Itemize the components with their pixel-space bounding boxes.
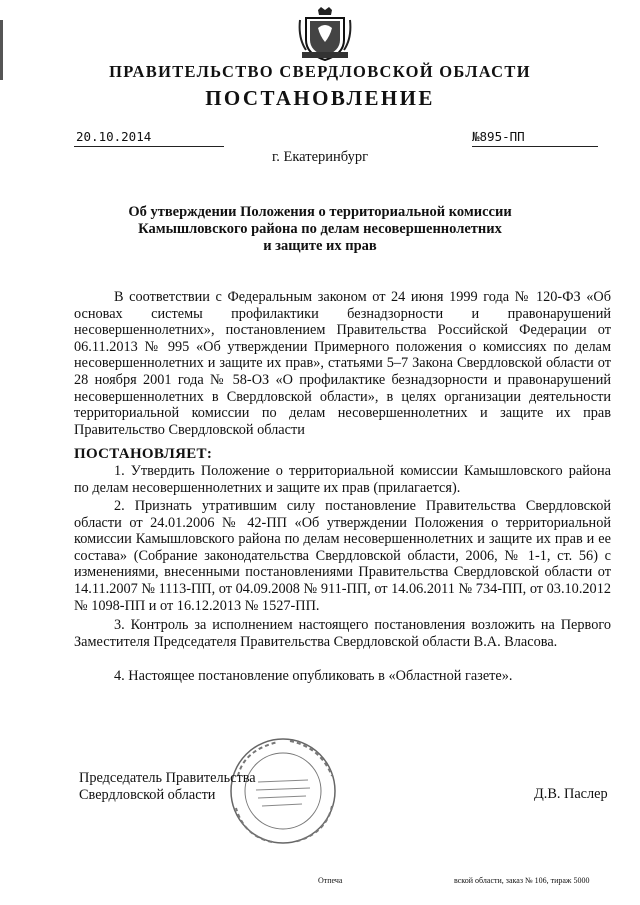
item-1-paragraph: 1. Утвердить Положение о территориальной комиссии Камышловского района по делам несовершеннолетних и защите их прав (прилагается). [74,463,611,496]
preamble-paragraph: В соответствии с Федеральным законом от 24 июня 1999 года № 120-ФЗ «Об основах системы профилактики безнадзорности и правонарушений несовершеннолетних», постановлением Правительства Российской Федерации от 06.11.2013 № 995 «Об утверждении Примерного положения о комиссиях по делам несовершеннолетних и защите их прав», статьями 5–7 Закона Свердловской области от 28 ноября 2001 года № 58-ОЗ «О профилактике безнадзорности и правонарушений несовершеннолетних в Свердловской области», в целях организации деятельности территориальной комиссии по делам несовершеннолетних и защите их прав Правительство Свердловской области [74,289,611,438]
item-3-paragraph: 3. Контроль за исполнением настоящего постановления возложить на Первого Заместителя Председателя Правительства Свердловской области В.А. Власова. [74,617,611,650]
decides-heading: ПОСТАНОВЛЯЕТ: [74,446,213,462]
document-number: №895-ПП [472,129,598,147]
document-title [110,204,530,255]
government-name: ПРАВИТЕЛЬСТВО СВЕРДЛОВСКОЙ ОБЛАСТИ [109,62,531,81]
signatory-name: Д.В. Паслер [534,786,608,802]
print-note-right: вской области, заказ № 106, тираж 5000 [454,876,590,885]
document-date: 20.10.2014 [74,129,224,147]
coat-of-arms-icon [298,6,352,62]
item-2-paragraph: 2. Признать утратившим силу постановление Правительства Свердловской области от 24.01.2006 № 42-ПП «Об утверждении Положения о территориальной комиссии Камышловского района по делам несовершеннолетних и защите их прав и ее состава» (Собрание законодательства Свердловской области, 2006, № 1-1, ст. 56) с изменениями, внесенными постановлениями Правительства Свердловской области от 14.11.2007 № 1113-ПП, от 04.09.2008 № 911-ПП, от 14.06.2011 № 734-ПП, от 03.10.2012 № 1098-ПП и от 16.12.2013 № 1527-ПП. [74,498,611,614]
title-line: Камышловского района по делам несовершеннолетних [138,221,502,237]
item-4-paragraph: 4. Настоящее постановление опубликовать в «Областной газете». [114,668,513,684]
position-line: Свердловской области [79,786,216,803]
document-type: ПОСТАНОВЛЕНИЕ [205,86,435,110]
print-note-left: Отпеча [318,876,343,885]
title-line: Об утверждении Положения о территориальной комиссии [128,204,512,220]
position-line: Председатель Правительства [79,770,256,786]
signatory-position [79,770,256,803]
title-line: и защите их прав [263,238,377,254]
document-city: г. Екатеринбург [271,149,369,165]
